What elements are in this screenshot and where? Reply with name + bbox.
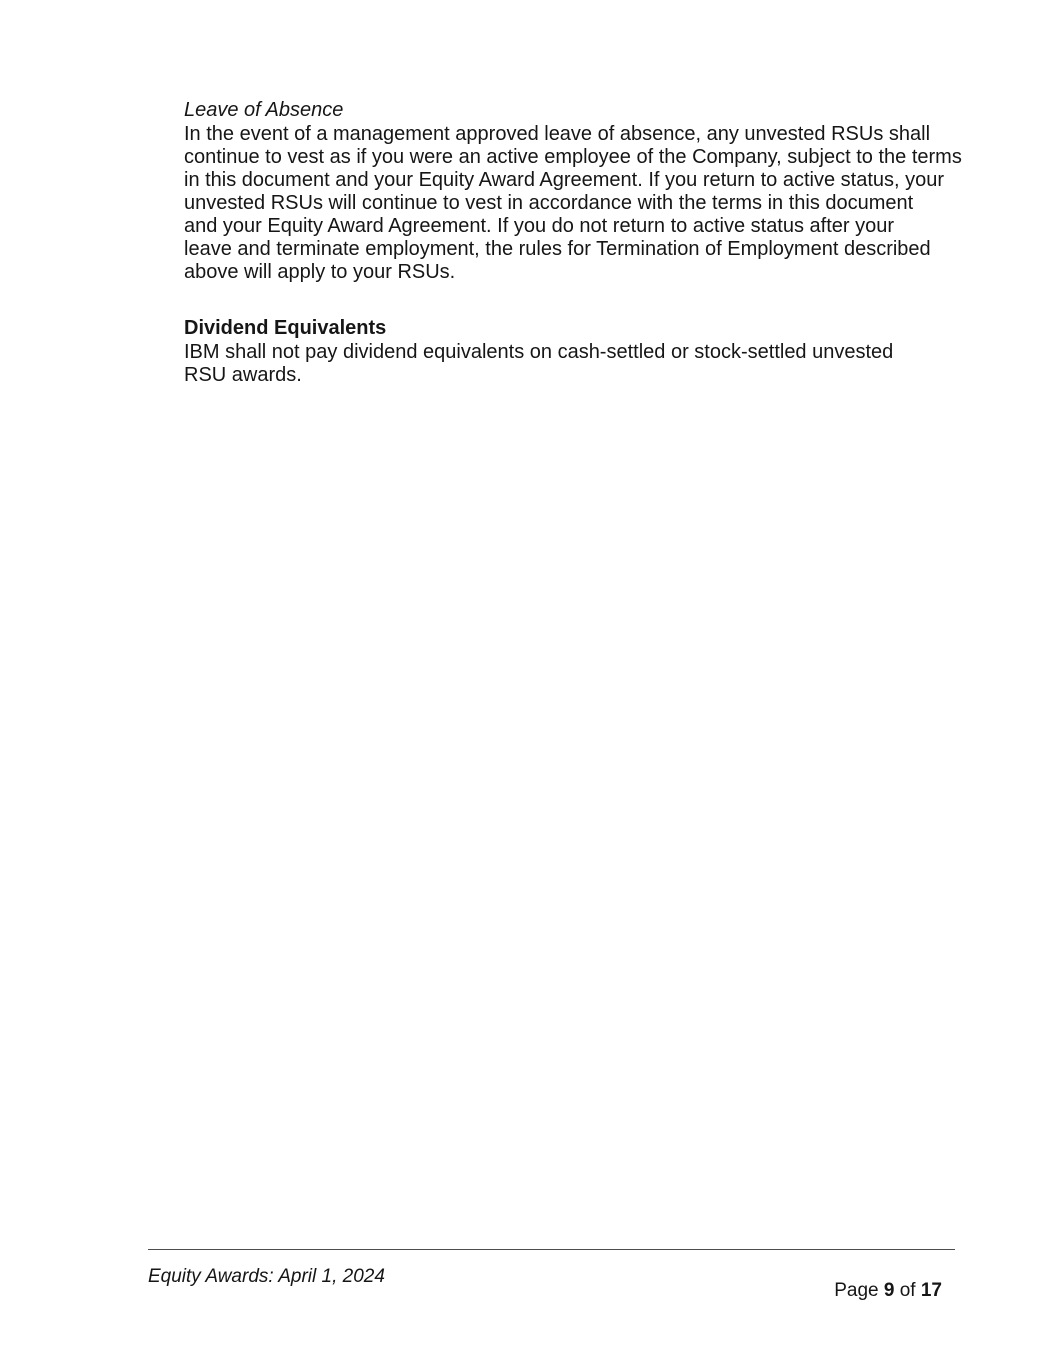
paragraph-line: above will apply to your RSUs. <box>184 261 456 283</box>
current-page-number: 9 <box>883 1280 895 1301</box>
paragraph-line: continue to vest as if you were an active employee of the Company, subject to the terms <box>184 146 962 168</box>
dividend-equivalents-heading: Dividend Equivalents <box>184 317 387 339</box>
leave-of-absence-paragraph <box>184 123 974 284</box>
leave-of-absence-heading: Leave of Absence <box>184 99 344 121</box>
paragraph-line: unvested RSUs will continue to vest in accordance with the terms in this document <box>184 192 914 214</box>
paragraph-line: IBM shall not pay dividend equivalents on cash-settled or stock-settled unvested <box>184 341 894 363</box>
page-content <box>184 97 974 387</box>
paragraph-line: leave and terminate employment, the rules for Termination of Employment described <box>184 238 931 260</box>
footer-document-date: Equity Awards: April 1, 2024 <box>148 1266 385 1287</box>
section-spacer <box>184 284 974 315</box>
footer-divider <box>148 1249 955 1250</box>
page-of-label: of <box>899 1280 916 1301</box>
paragraph-line: RSU awards. <box>184 364 302 386</box>
total-pages-number: 17 <box>920 1280 942 1301</box>
paragraph-line: in this document and your Equity Award Agreement. If you return to active status, your <box>184 169 945 191</box>
paragraph-line: In the event of a management approved leave of absence, any unvested RSUs shall <box>184 123 931 145</box>
page-label: Page <box>834 1280 879 1301</box>
page-number <box>834 1279 942 1303</box>
dividend-equivalents-paragraph <box>184 341 974 387</box>
paragraph-line: and your Equity Award Agreement. If you do not return to active status after your <box>184 215 895 237</box>
